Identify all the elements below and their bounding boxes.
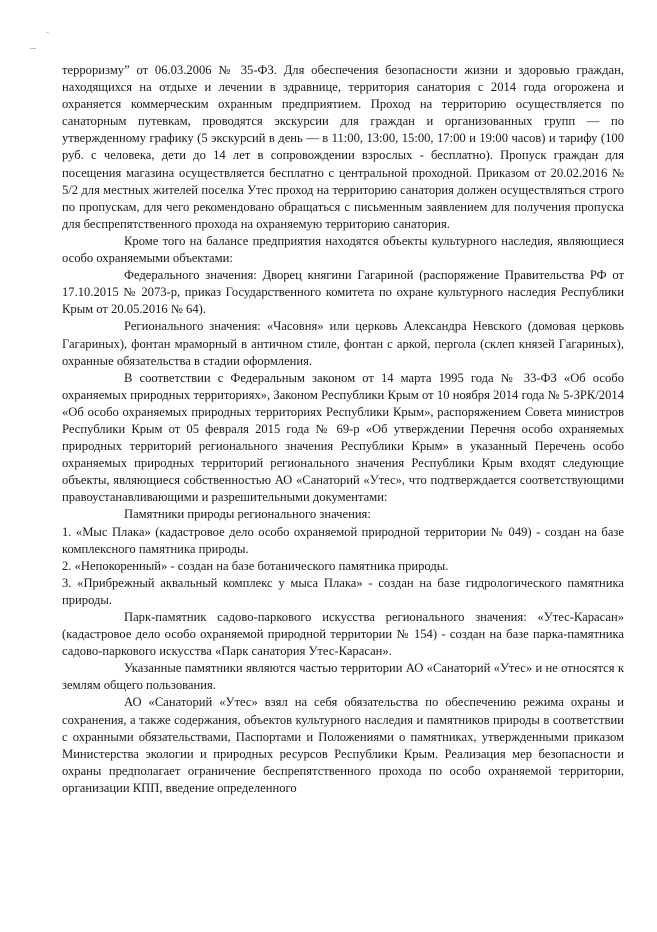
document-page <box>62 62 624 797</box>
paragraph-cultural-heritage: Кроме того на балансе предприятия находятся объекты культурного наследия, являющиеся особо охраняемыми объектами: <box>62 233 624 266</box>
paragraph-terrorism-security: терроризму” от 06.03.2006 № 35-ФЗ. Для обеспечения безопасности жизни и здоровью граждан, находящихся на отдыхе и лечении в здравнице, территория санатория с 2014 года огорожена и охраняется коммерческим охранным предприятием. Проход на территорию осуществляется по санаторным путевкам, проводятся экскурсии для граждан и организованных групп — по утвержденному графику (5 экскурсий в день — в 11:00, 13:00, 15:00, 17:00 и 19:00 часов) и тарифу (100 руб. с человека, дети до 14 лет в сопровождении взрослых - бесплатно). Пропуск граждан для посещения магазина осуществляется бесплатно с центральной проходной. Приказом от 20.02.2016 № 5/2 для местных жителей поселка Утес проход на территорию санатория должен осуществляться строго по пропускам, для чего рекомендовано обращаться с письменным заявлением для получения пропуска для беспрепятственного прохода на охраняемую территорию санатория. <box>62 63 624 231</box>
paragraph-federal-law: В соответствии с Федеральным законом от 14 марта 1995 года № 33-ФЗ «Об особо охраняемых природных территориях», Законом Республики Крым от 10 ноября 2014 года № 5-ЗРК/2014 «Об особо охраняемых природных территориях Республики Крым», распоряжением Совета министров Республики Крым от 05 февраля 2015 года № 69-р «Об утверждении Перечня особо охраняемых природных территорий регионального значения Республики Крым» в указанный Перечень особо охраняемых природных территорий регионального значения Республики Крым входят следующие объекты, являющиеся собственностью АО «Санаторий «Утес», что подтверждается соответствующими правоустанавливающими и разрешительными документами: <box>62 370 624 505</box>
paragraph-monuments-territory: Указанные памятники являются частью территории АО «Санаторий «Утес» и не относятся к землям общего пользования. <box>62 661 624 693</box>
scan-mark <box>30 48 36 49</box>
paragraph-nature-monuments-heading: Памятники природы регионального значения: <box>124 507 371 522</box>
paragraph-obligations: АО «Санаторий «Утес» взял на себя обязательства по обеспечению режима охраны и сохранения, а также содержания, объектов культурного наследия и памятников природы в соответствии с охранными обязательствами, Паспортами и Положениями о памятниках, утвержденными приказом Министерства экологии и природных ресурсов Республики Крым. Реализация мер безопасности и охраны предполагает ограничение беспрепятственного прохода по особо охраняемой территории, организации КПП, введение определенного <box>62 695 624 795</box>
list-item-mys-plaka: 1. «Мыс Плака» (кадастровое дело особо охраняемой природной территории № 049) - создан на базе комплексного памятника природы. <box>62 524 624 556</box>
scan-mark <box>46 32 49 33</box>
paragraph-regional-significance: Регионального значения: «Часовня» или церковь Александра Невского (домовая церковь Гагариных), фонтан мраморный в античном стиле, фонтан с аркой, пергола (склеп князей Гагариных), охранные обязательства в стадии оформления. <box>62 319 624 368</box>
list-item-nepokorenny: 2. «Непокоренный» - создан на базе ботанического памятника природы. <box>62 558 449 573</box>
paragraph-federal-significance: Федерального значения: Дворец княгини Гагариной (распоряжение Правительства РФ от 17.10.2015 № 2073-р, приказ Государственного комитета по охране культурного наследия Республики Крым от 20.05.2016 № 64). <box>62 268 624 317</box>
list-item-coastal-complex: 3. «Прибрежный аквальный комплекс у мыса Плака» - создан на базе гидрологического памятника природы. <box>62 575 624 607</box>
paragraph-park-monument: Парк-памятник садово-паркового искусства регионального значения: «Утес-Карасан» (кадастровое дело особо охраняемой природной территории № 154) - создан на базе парка-памятника садово-паркового искусства «Парк санатория Утес-Карасан». <box>62 610 624 659</box>
